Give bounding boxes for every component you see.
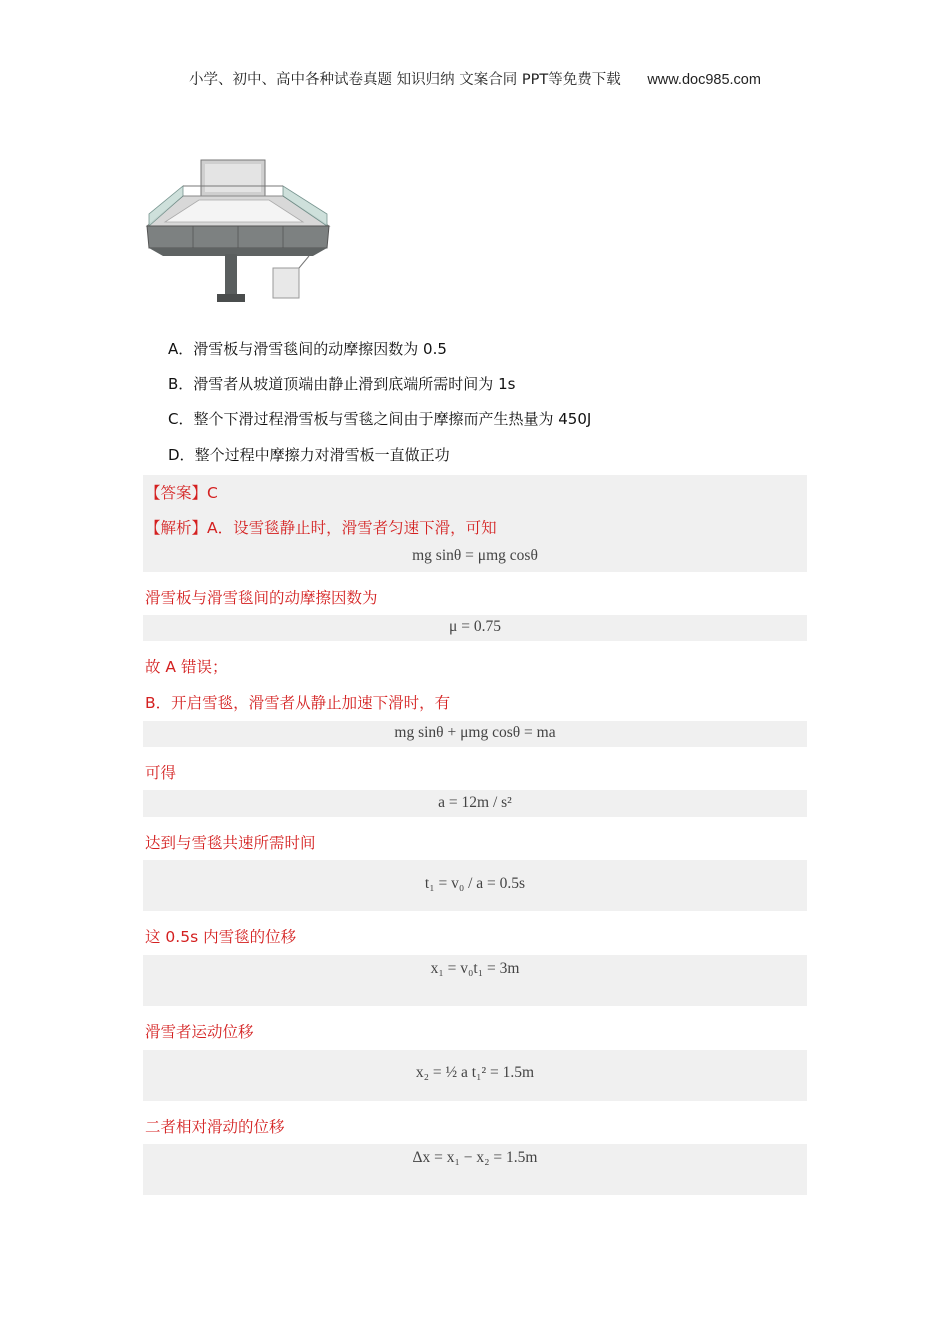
equation-2: μ = 0.75 [449,618,501,635]
equation-1: mg sinθ = μmg cosθ [412,547,538,564]
equation-box-3 [143,721,807,747]
option-d-text: 整个过程中摩擦力对滑雪板一直做正功 [194,446,450,464]
option-c-text: 整个下滑过程滑雪板与雪毯之间由于摩擦而产生热量为 450J [193,410,592,428]
option-c [168,408,591,429]
text-line-2: 故 A 错误； [145,658,228,676]
equation-box-8 [143,1144,807,1195]
option-b [168,373,515,394]
equation-8: Δx = x₁ − x₂ = 1.5m [412,1149,538,1166]
answer-tag: 【答案】 [145,484,208,502]
answer-value: C [207,484,218,502]
text-line-1: 滑雪板与滑雪毯间的动摩擦因数为 [145,589,378,607]
option-b-text: 滑雪者从坡道顶端由静止滑到底端所需时间为 1s [193,375,516,393]
equation-6: x₁ = v₀t₁ = 3m [430,960,520,977]
page-header [0,68,950,89]
text-line-4: 可得 [145,764,177,782]
text-line-8: 二者相对滑动的位移 [145,1118,285,1136]
option-d-letter: D． [168,446,195,464]
equation-box-4 [143,790,807,817]
equation-box-7 [143,1050,807,1101]
header-url[interactable]: www.doc985.com [647,72,761,88]
header-text: 小学、初中、高中各种试卷真题 知识归纳 文案合同 PPT等免费下载 [189,72,621,88]
option-b-letter: B． [168,375,194,393]
analysis-text: A．设雪毯静止时，滑雪者匀速下滑，可知 [207,519,497,537]
option-a [168,338,447,359]
equation-5: t₁ = v₀ / a = 0.5s [424,875,526,892]
equation-4: a = 12m / s² [438,794,512,811]
text-line-7: 滑雪者运动位移 [145,1023,254,1041]
option-d [168,444,450,465]
text-line-3: B．开启雪毯，滑雪者从静止加速下滑时，有 [145,694,451,712]
equation-box-2 [143,615,807,641]
ski-treadmill-image [143,156,333,308]
equation-box-6 [143,955,807,1006]
analysis-box [143,475,807,572]
answer-line [145,481,218,503]
option-a-text: 滑雪板与滑雪毯间的动摩擦因数为 0.5 [193,340,447,358]
option-c-letter: C． [168,410,194,428]
analysis-tag: 【解析】 [145,519,208,537]
option-a-letter: A． [168,340,194,358]
equation-box-5 [143,860,807,911]
text-line-6: 这 0.5s 内雪毯的位移 [145,928,297,946]
text-line-5: 达到与雪毯共速所需时间 [145,834,316,852]
equation-7: x₂ = ½ a t₁² = 1.5m [415,1064,535,1081]
equation-3: mg sinθ + μmg cosθ = ma [394,724,556,741]
analysis-line [145,516,497,538]
